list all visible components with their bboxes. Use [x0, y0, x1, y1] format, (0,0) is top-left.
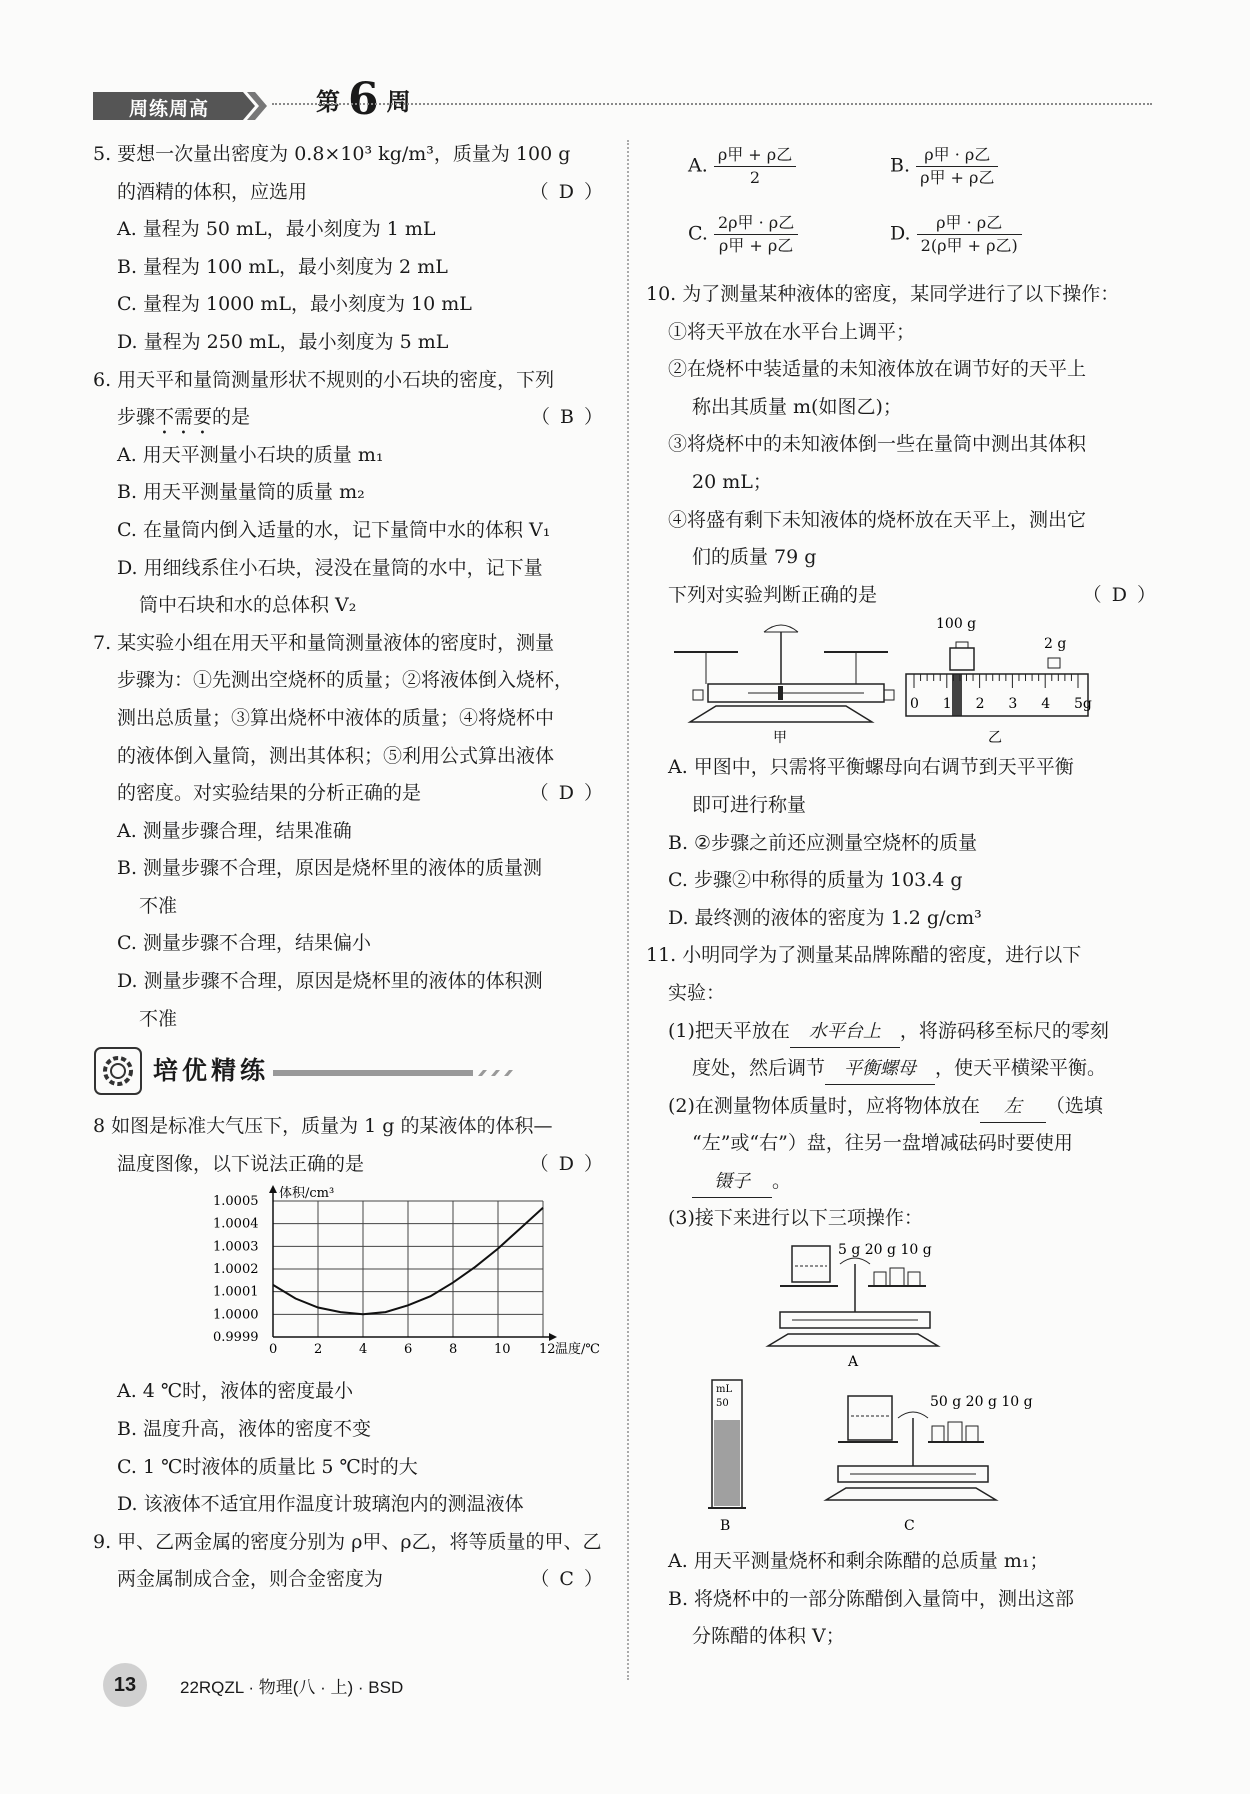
q9-line1: 9. 甲、乙两金属的密度分别为 ρ甲、ρ乙，将等质量的甲、乙 — [93, 1530, 602, 1553]
q10-option-a2: 即可进行称量 — [692, 793, 807, 816]
q10-step2a: ②在烧杯中装适量的未知液体放在调节好的天平上 — [668, 358, 1087, 381]
q11-line1: 11. 小明同学为了测量某品牌陈醋的密度，进行以下 — [646, 944, 1082, 967]
x-tick-label: 10 — [494, 1342, 511, 1358]
q6-option-b: B. 用天平测量量筒的质量 m₂ — [117, 481, 365, 504]
fig-jia-label: 甲 — [773, 730, 787, 747]
x-axis-arrow — [549, 1333, 557, 1341]
y-tick-label: 1.0004 — [213, 1217, 259, 1233]
ruler-tick-label: 1 — [942, 696, 952, 713]
q11-p1-answer1: 水平台上 — [790, 1017, 900, 1048]
header-tag-label: 周练周高 — [129, 98, 210, 120]
y-axis-label: 体积/cm³ — [279, 1186, 335, 1202]
q10-step3b: 20 mL； — [692, 470, 772, 493]
section-bar — [273, 1070, 523, 1076]
x-tick-label: 8 — [449, 1342, 458, 1358]
ruler-tick-label: 4 — [1041, 696, 1051, 713]
fig-yi-label: 乙 — [988, 730, 1002, 747]
q11-p1-text-a: (1)把天平放在 — [668, 1019, 790, 1042]
q9-stem: 两金属制成合金，则合金密度为 — [117, 1568, 384, 1591]
fig-c-label: C — [904, 1518, 915, 1535]
q6-option-d1: D. 用细线系住小石块，浸没在量筒的水中，记下量 — [117, 556, 543, 579]
q10-step3a: ③将烧杯中的未知液体倒一些在量筒中测出其体积 — [668, 433, 1087, 456]
x-tick-label: 6 — [404, 1342, 413, 1358]
q10-line2 — [668, 577, 1158, 615]
q8-stem: 温度图像，以下说法正确的是 — [117, 1152, 365, 1175]
q11-part2a — [668, 1088, 1158, 1126]
q10-step1: ①将天平放在水平台上调平； — [668, 320, 916, 343]
q8-figure — [93, 1183, 605, 1373]
q9-b-label: B. — [890, 154, 911, 177]
q10-option-c: C. 步骤②中称得的质量为 103.4 g — [668, 869, 963, 892]
q7-line5 — [93, 775, 605, 813]
weights-yi — [906, 616, 1092, 746]
header-rule — [272, 103, 1152, 105]
q5-option-b: B. 量程为 100 mL，最小刻度为 2 mL — [117, 255, 448, 278]
q10-answer: （ D ） — [1082, 583, 1158, 606]
y-tick-label: 1.0005 — [213, 1194, 259, 1210]
balance-jia — [674, 625, 894, 746]
x-tick-label: 4 — [359, 1342, 368, 1358]
q9-c-num: 2ρ甲 · ρ乙 — [714, 212, 798, 235]
weight-100g-label: 100 g — [936, 616, 977, 633]
q10-figure-svg — [668, 614, 1158, 749]
q5-answer: （ D ） — [529, 180, 605, 203]
q7-option-d1: D. 测量步骤不合理，原因是烧杯里的液体的体积测 — [117, 970, 543, 993]
q11-part1b — [668, 1050, 1158, 1088]
q6-line1: 6. 用天平和量筒测量形状不规则的小石块的密度，下列 — [93, 368, 555, 391]
q6-option-d2: 筒中石块和水的总体积 V₂ — [139, 594, 357, 617]
q11-op-b1: B. 将烧杯中的一部分陈醋倒入量筒中，测出这部 — [668, 1587, 1075, 1610]
q10-option-d: D. 最终测的液体的密度为 1.2 g/cm³ — [668, 906, 982, 929]
q8-option-c: C. 1 ℃时液体的质量比 5 ℃时的大 — [117, 1455, 418, 1478]
y-tick-label: 0.9999 — [213, 1330, 259, 1346]
q10-step2b: 称出其质量 m(如图乙)； — [692, 395, 902, 418]
q11-p2-answer1: 左 — [980, 1092, 1046, 1123]
column-divider — [627, 140, 629, 1680]
q6-stem-c: 的是 — [212, 406, 251, 429]
y-tick-label: 1.0002 — [213, 1262, 259, 1278]
weights-a-label: 5 g 20 g 10 g — [838, 1242, 932, 1259]
cylinder-unit: mL — [716, 1384, 733, 1396]
q9-a-fraction — [714, 144, 796, 189]
q10-stem: 下列对实验判断正确的是 — [668, 583, 878, 606]
q9-option-c — [688, 212, 798, 257]
q9-line2 — [93, 1561, 605, 1599]
balance-a — [768, 1242, 938, 1370]
q6-line2 — [93, 399, 605, 437]
q9-b-num: ρ甲 · ρ乙 — [916, 144, 998, 167]
q9-option-b — [890, 144, 998, 189]
q11-line2: 实验： — [668, 981, 726, 1004]
q10-step4a: ④将盛有剩下未知液体的烧杯放在天平上，测出它 — [668, 508, 1087, 531]
week-suffix: 周 — [386, 87, 411, 116]
y-tick-label: 1.0001 — [213, 1285, 259, 1301]
cylinder-top-mark: 50 — [716, 1398, 729, 1410]
q5-option-d: D. 量程为 250 mL，最小刻度为 5 mL — [117, 330, 449, 353]
q7-line3: 测出总质量；③算出烧杯中液体的质量；④将烧杯中 — [117, 706, 555, 729]
q9-options-row2 — [668, 208, 1158, 276]
q10-option-b: B. ②步骤之前还应测量空烧杯的质量 — [668, 831, 978, 854]
header-tag — [93, 88, 273, 124]
page-number: 13 — [103, 1663, 147, 1707]
q7-stem: 的密度。对实验结果的分析正确的是 — [117, 782, 422, 805]
y-tick-label: 1.0003 — [213, 1239, 259, 1255]
q7-line1: 7. 某实验小组在用天平和量筒测量液体的密度时，测量 — [93, 631, 555, 654]
q9-c-fraction — [714, 212, 798, 257]
volume-temperature-chart — [183, 1183, 603, 1373]
q11-p2-text-b: （选填 — [1045, 1094, 1103, 1117]
q5-line1: 5. 要想一次量出密度为 0.8×10³ kg/m³，质量为 100 g — [93, 143, 571, 165]
q7-option-a: A. 测量步骤合理，结果准确 — [117, 819, 352, 842]
q9-c-den: ρ甲 + ρ乙 — [718, 236, 794, 255]
section-title: 培优精练 — [153, 1056, 270, 1086]
x-tick-label: 12 — [539, 1342, 556, 1358]
q10-option-a1: A. 甲图中，只需将平衡螺母向右调节到天平平衡 — [668, 756, 1074, 779]
balance-c — [826, 1394, 1033, 1534]
ruler-tick-label: 3 — [1008, 696, 1018, 713]
x-axis-label: 温度/℃ — [555, 1342, 600, 1358]
ruler-ticks — [910, 674, 1092, 712]
q9-d-den: 2(ρ甲 + ρ乙) — [920, 236, 1018, 255]
q7-line2: 步骤为：①先测出空烧杯的质量；②将液体倒入烧杯， — [117, 669, 574, 692]
q5-stem: 的酒精的体积，应选用 — [117, 180, 308, 203]
q5-line2 — [93, 174, 605, 212]
ruler-tick-label: 2 — [975, 696, 985, 713]
q7-option-b1: B. 测量步骤不合理，原因是烧杯里的液体的质量测 — [117, 857, 543, 880]
fig-a-label: A — [848, 1354, 859, 1371]
q6-answer: （ B ） — [530, 406, 605, 429]
ruler-tick-label: 5g — [1074, 696, 1092, 713]
q9-options-row1 — [668, 136, 1158, 208]
q9-a-num: ρ甲 + ρ乙 — [714, 144, 796, 167]
q9-d-num: ρ甲 · ρ乙 — [917, 212, 1022, 235]
q7-option-c: C. 测量步骤不合理，结果偏小 — [117, 932, 371, 955]
y-axis-arrow — [269, 1185, 277, 1193]
q8-option-b: B. 温度升高，液体的密度不变 — [117, 1418, 372, 1441]
x-tick-label: 2 — [314, 1342, 323, 1358]
q8-option-d: D. 该液体不适宜用作温度计玻璃泡内的测温液体 — [117, 1493, 524, 1516]
q11-part2c — [668, 1163, 1158, 1201]
q11-part1a — [668, 1013, 1158, 1051]
q9-d-label: D. — [890, 222, 911, 245]
q5-option-a: A. 量程为 50 mL，最小刻度为 1 mL — [117, 218, 436, 241]
footer-text: 22RQZL · 物理(八 · 上) · BSD — [180, 1678, 404, 1697]
q9-a-label: A. — [688, 154, 708, 177]
gear-icon — [93, 1046, 143, 1096]
q9-option-a — [688, 144, 796, 189]
q10-line1: 10. 为了测量某种液体的密度，某同学进行了以下操作： — [646, 283, 1120, 305]
fig-b-label: B — [720, 1518, 731, 1535]
week-number: 6 — [348, 74, 379, 125]
q10-figures — [668, 614, 1158, 749]
q7-line4: 的液体倒入量筒，测出其体积；⑤利用公式算出液体 — [117, 744, 555, 767]
q7-option-b2: 不准 — [139, 894, 178, 917]
week-title — [316, 70, 411, 125]
q9-option-d — [890, 212, 1022, 257]
q9-b-fraction — [916, 144, 998, 189]
q9-a-den: 2 — [749, 168, 761, 187]
q11-figures — [668, 1238, 1158, 1543]
x-tick-label: 0 — [269, 1342, 278, 1358]
q11-part2b: “左”或“右”）盘，往另一盘增减砝码时要使用 — [692, 1132, 1073, 1155]
q5-option-c: C. 量程为 1000 mL，最小刻度为 10 mL — [117, 293, 472, 316]
week-prefix: 第 — [316, 87, 340, 116]
section-header — [93, 1038, 605, 1108]
y-tick-label: 1.0000 — [213, 1307, 259, 1323]
q11-op-b2: 分陈醋的体积 V； — [692, 1625, 845, 1648]
q11-p1-text-b: ，将游码移至标尺的零刻 — [899, 1019, 1109, 1042]
q11-part3: (3)接下来进行以下三项操作： — [668, 1207, 923, 1230]
q9-b-den: ρ甲 + ρ乙 — [920, 168, 995, 187]
right-column — [646, 136, 1158, 1656]
q11-figure-svg — [668, 1238, 1158, 1543]
q11-op-a: A. 用天平测量烧杯和剩余陈醋的总质量 m₁； — [668, 1550, 1049, 1573]
q11-p2-answer2: 镊子 — [692, 1167, 772, 1198]
weights-c-label: 50 g 20 g 10 g — [930, 1394, 1033, 1411]
q6-option-a: A. 用天平测量小石块的质量 m₁ — [117, 443, 384, 466]
q9-answer: （ C ） — [530, 1568, 605, 1591]
ruler-tick-label: 0 — [910, 696, 919, 713]
cylinder-b — [708, 1380, 746, 1534]
q11-p1-answer2: 平衡螺母 — [825, 1054, 935, 1085]
q7-answer: （ D ） — [529, 782, 605, 805]
q8-line2 — [93, 1146, 605, 1184]
q9-d-fraction — [917, 212, 1022, 257]
q11-p1-text-c: 度处，然后调节 — [692, 1057, 826, 1080]
q9-c-label: C. — [688, 222, 708, 245]
q6-stem-a: 步骤 — [117, 406, 156, 429]
q8-line1: 8 如图是标准大气压下，质量为 1 g 的某液体的体积— — [93, 1115, 553, 1138]
q11-p1-text-d: ，使天平横梁平衡。 — [935, 1057, 1107, 1080]
q6-emphasis: 不需要 — [155, 406, 213, 429]
q8-answer: （ D ） — [529, 1152, 605, 1175]
q7-option-d2: 不准 — [139, 1007, 178, 1030]
q10-step4b: 们的质量 79 g — [692, 546, 817, 569]
weight-2g-label: 2 g — [1044, 636, 1067, 653]
q11-p2-text-d: 。 — [772, 1169, 792, 1192]
left-column — [93, 136, 605, 1599]
q11-p2-text-a: (2)在测量物体质量时，应将物体放在 — [668, 1094, 980, 1117]
q6-option-c: C. 在量筒内倒入适量的水，记下量筒中水的体积 V₁ — [117, 518, 551, 541]
q8-option-a: A. 4 ℃时，液体的密度最小 — [117, 1380, 354, 1403]
